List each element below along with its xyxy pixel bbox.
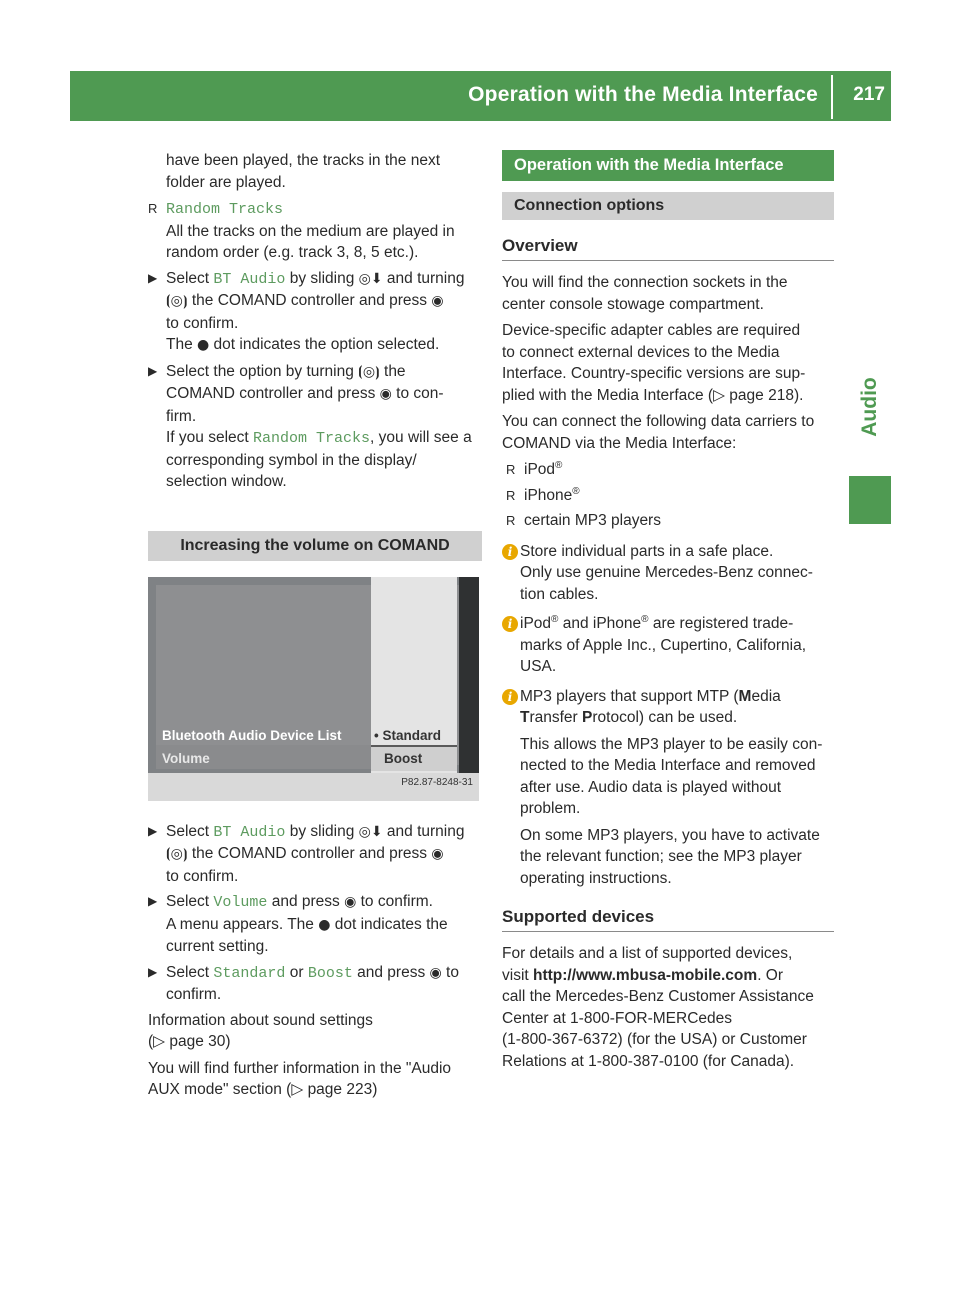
bullet-icon: R: [506, 462, 516, 477]
header-separator: [831, 75, 833, 119]
aux-mode-reference: You will find further information in the "Audio AUX mode" section (▷ page 223): [148, 1059, 452, 1098]
screen-menu-item-volume: Volume: [162, 750, 210, 766]
sound-settings-reference: Information about sound settings (▷ page 30): [148, 1011, 373, 1050]
screen-option-boost: Boost: [384, 750, 423, 766]
bt-audio-label: BT Audio: [213, 270, 286, 288]
dot-icon: ●: [197, 337, 210, 353]
left-column: [148, 150, 482, 1106]
step-arrow-icon: ▶: [148, 964, 158, 979]
bt-audio-label: BT Audio: [213, 823, 286, 841]
list-item: R iPod®: [506, 459, 834, 481]
overview-p1: You will find the connection sockets in the center console stowage compartment.: [502, 274, 788, 313]
info-icon: i: [502, 689, 518, 705]
info-note-storage: i Store individual parts in a safe place. Only use genuine Mercedes-Benz connec- tion cables.: [502, 541, 834, 606]
info-note-mtp: i MP3 players that support MTP (Media Transfer Protocol) can be used. This allows the MP3 player to be easily con- nected to the Media Interface and removed after use. Audio data is played without problem. On some MP3 players, you have to activate the relevant function; see the MP3 player operating instructions.: [502, 686, 834, 890]
slide-down-icon: ◎⬇: [358, 823, 383, 840]
press-controller-icon: ◉: [429, 964, 442, 981]
step-select-bt-audio-2: ▶ Select BT Audio by sliding ◎⬇ and turning ⦗◎⦘ the COMAND controller and press ◉ to confirm.: [148, 822, 465, 885]
comand-screen-image: [148, 577, 479, 801]
step-select-standard-boost: ▶ Select Standard or Boost and press ◉ to confirm.: [148, 963, 459, 1003]
press-controller-icon: ◉: [431, 293, 444, 309]
subsection-title: Connection options: [502, 192, 834, 220]
side-tab-label: Audio: [858, 377, 881, 437]
step-arrow-icon: ▶: [148, 270, 158, 285]
bullet-icon: R: [148, 201, 158, 216]
info-note-trademarks: i iPod® and iPhone® are registered trade- marks of Apple Inc., Cupertino, California, USA.: [502, 613, 834, 678]
standard-label: Standard: [213, 964, 286, 982]
step-arrow-icon: ▶: [148, 363, 158, 378]
step-arrow-icon: ▶: [148, 894, 158, 908]
overview-p3: You can connect the following data carriers to COMAND via the Media Interface:: [502, 413, 815, 452]
step-select-option: ▶ Select the option by turning ⦗◎⦘ the COMAND controller and press ◉ to con- firm. If you select Random Tracks, you will see a corresponding symbol in the display/ selection window.: [148, 362, 472, 490]
bullet-icon: R: [506, 513, 516, 528]
list-item: R iPhone®: [506, 485, 834, 507]
side-tab: [849, 347, 891, 467]
press-controller-icon: ◉: [431, 846, 444, 862]
support-url: http://www.mbusa-mobile.com: [533, 966, 758, 984]
page-header: [70, 71, 891, 121]
turn-controller-icon: ⦗◎⦘: [358, 363, 380, 380]
header-title: Operation with the Media Interface: [468, 83, 818, 106]
supported-devices-text: For details and a list of supported devices, visit http://www.mbusa-mobile.com. Or call the Mercedes-Benz Customer Assistance Center at 1-800-FOR-MERCedes (1-800-367-6372) (for the USA) or Customer Relations at 1-800-387-0100 (for Canada).: [502, 945, 814, 1070]
press-controller-icon: ◉: [379, 386, 392, 402]
page-number: 217: [853, 84, 885, 105]
turn-controller-icon: ⦗◎⦘: [166, 846, 188, 862]
random-tracks-item: R Random Tracks All the tracks on the medium are played in random order (e.g. track 3, 8, 5 etc.).: [148, 198, 482, 264]
right-column: [502, 150, 834, 1077]
info-icon: i: [502, 544, 518, 560]
bullet-icon: R: [506, 487, 516, 503]
screen-edge-strip: [459, 577, 479, 773]
side-tab-marker: [849, 476, 891, 524]
random-tracks-label: Random Tracks: [166, 201, 284, 218]
overview-p2: Device-specific adapter cables are required to connect external devices to the Media Interface. Country-specific versions are sup- plied with the Media Interface (▷ page 218).: [502, 322, 806, 404]
random-tracks-label: Random Tracks: [253, 430, 371, 447]
volume-section-heading: Increasing the volume on COMAND: [148, 531, 482, 561]
section-title: Operation with the Media Interface: [502, 150, 834, 181]
boost-label: Boost: [307, 964, 353, 982]
step-select-bt-audio: ▶ Select BT Audio by sliding ◎⬇ and turning ⦗◎⦘ the COMAND controller and press ◉ to confirm. The ● dot indicates the option selected.: [148, 269, 465, 353]
step-select-volume: ▶ Select Volume and press ◉ to confirm. A menu appears. The ● dot indicates the current setting.: [148, 893, 448, 955]
list-item: R certain MP3 players: [506, 510, 834, 532]
press-controller-icon: ◉: [344, 894, 357, 910]
slide-down-icon: ◎⬇: [358, 270, 383, 287]
volume-label: Volume: [213, 894, 268, 911]
screen-menu-item-device-list: Bluetooth Audio Device List: [162, 727, 342, 743]
overview-heading: Overview: [502, 236, 834, 261]
screen-option-standard: • Standard: [374, 727, 441, 743]
image-code: P82.87-8248-31: [401, 776, 473, 788]
supported-devices-heading: Supported devices: [502, 907, 834, 932]
dot-icon: ●: [318, 916, 331, 933]
intro-text: have been played, the tracks in the next folder are played.: [166, 152, 441, 191]
info-icon: i: [502, 616, 518, 632]
turn-controller-icon: ⦗◎⦘: [166, 293, 188, 309]
step-arrow-icon: ▶: [148, 823, 158, 838]
screen-options-panel: [371, 577, 457, 773]
